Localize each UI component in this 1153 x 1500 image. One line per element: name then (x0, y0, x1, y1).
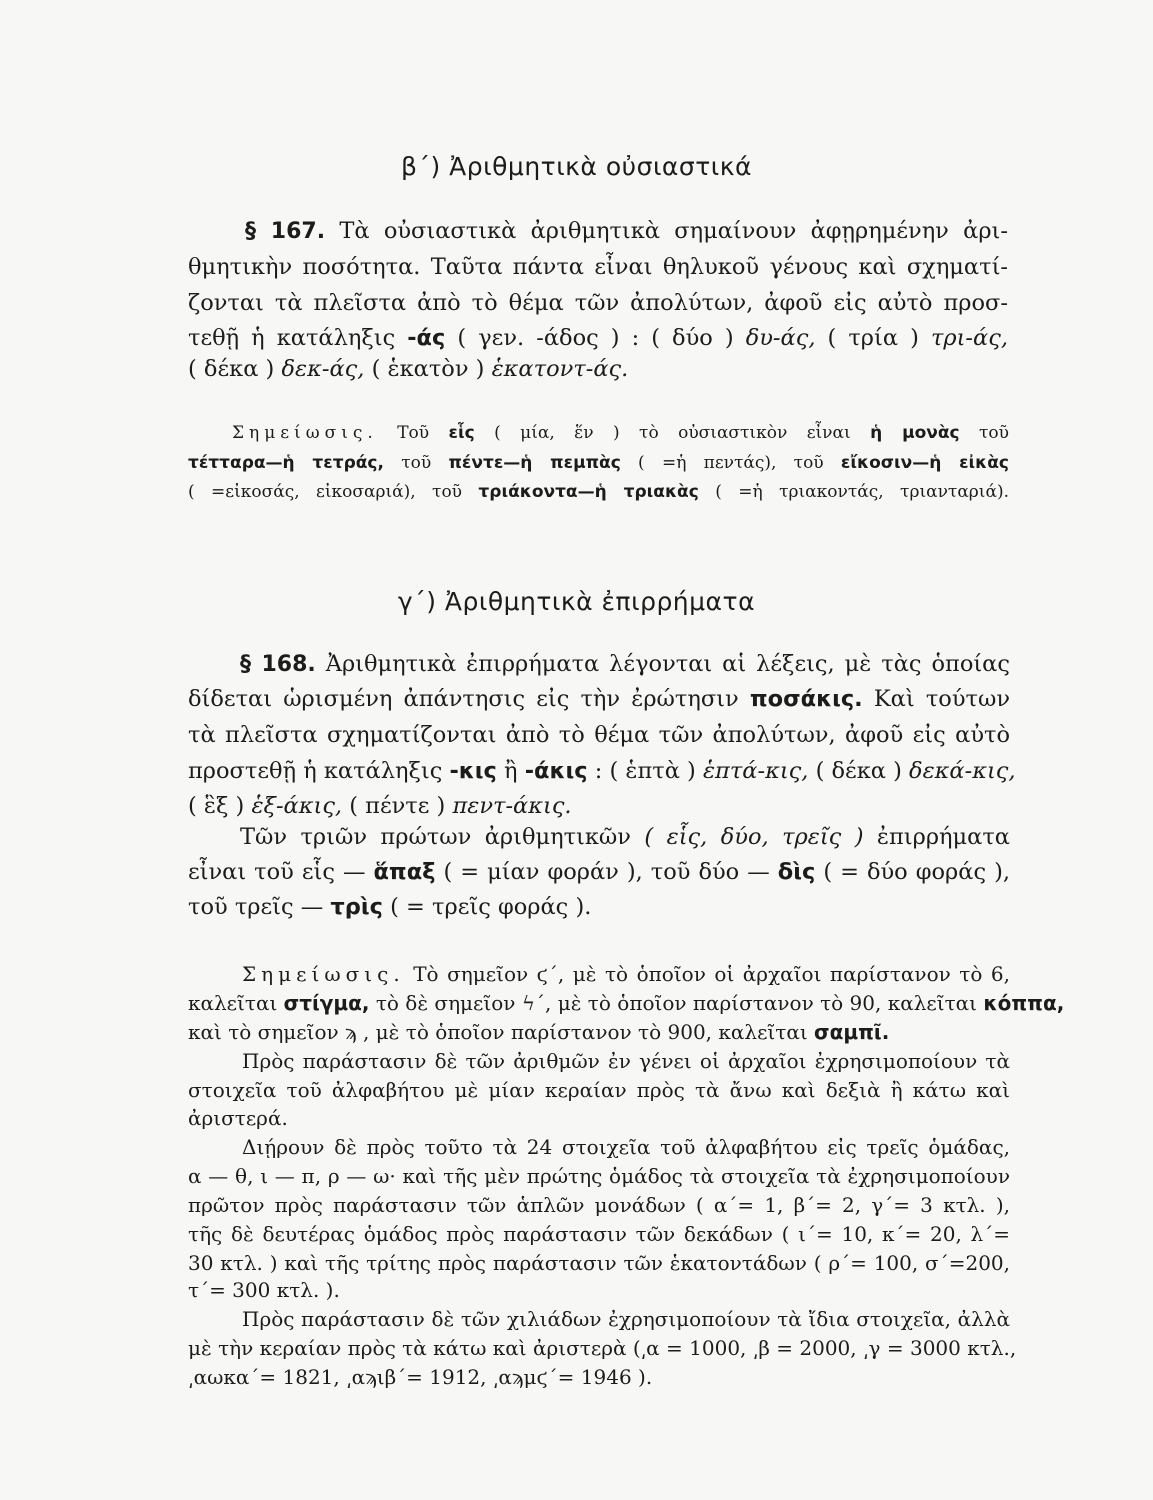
p167-line-5: ( δέκα ) δεκ-άς, ( ἑκατὸν ) ἑκατοντ-άς. (188, 356, 629, 382)
note-label: Σημείωσις. (242, 962, 405, 986)
note1-line-3: ( =εἰκοσάς, εἰκοσαριά), τοῦ τριάκοντα—ἡ τριακὰς ( =ἡ τριακοντάς, τριανταριά). (188, 482, 1009, 502)
p168-line-5: ( ἓξ ) ἑξ-άκις, ( πέντε ) πεντ-άκις. (188, 793, 572, 819)
p168-line-8: τοῦ τρεῖς — τρὶς ( = τρεῖς φοράς ). (188, 894, 592, 920)
section-number-168: § 168. (240, 652, 316, 677)
p168-line-1: § 168. Ἀριθμητικὰ ἐπιρρήματα λέγονται αἱ λέξεις, μὲ τὰς ὁποίας (240, 651, 1010, 677)
note2-line-10: τῆς δὲ δευτέρας ὁμάδος πρὸς παράστασιν τῶν δεκάδων ( ι΄= 10, κ΄= 20, λ΄= (188, 1222, 1010, 1246)
note2-line-12: τ΄= 300 κτλ. ). (188, 1278, 340, 1302)
p167-line-4: τεθῇ ἡ κατάληξις -άς ( γεν. -άδος ) : ( δύο ) δυ-άς, ( τρία ) τρι-άς, (188, 325, 1008, 351)
note2-line-13: Πρὸς παράστασιν δὲ τῶν χιλιάδων ἐχρησιμοποίουν τὰ ἴδια στοιχεῖα, ἀλλὰ (242, 1307, 1010, 1331)
p168-line-7: εἶναι τοῦ εἷς — ἅπαξ ( = μίαν φοράν ), τοῦ δύο — δὶς ( = δύο φοράς ), (188, 859, 1010, 885)
note2-line-11: 30 κτλ. ) καὶ τῆς τρίτης πρὸς παράστασιν τῶν ἑκατοντάδων ( ρ΄= 100, σ΄=200, (188, 1251, 1010, 1275)
note2-line-14: μὲ τὴν κεραίαν πρὸς τὰ κάτω καὶ ἀριστερὰ (͵α = 1000, ͵β = 2000, ͵γ = 3000 κτλ., (188, 1336, 1017, 1360)
note2-line-5: στοιχεῖα τοῦ ἀλφαβήτου μὲ μίαν κεραίαν πρὸς τὰ ἄνω καὶ δεξιὰ ἢ κάτω καὶ (188, 1078, 1010, 1102)
note2-line-6: ἀριστερά. (188, 1106, 288, 1130)
p168-line-2: δίδεται ὡρισμένη ἀπάντησις εἰς τὴν ἐρώτησιν ποσάκις. Καὶ τούτων (188, 686, 1010, 712)
p167-line-3: ζονται τὰ πλεῖστα ἀπὸ τὸ θέμα τῶν ἀπολύτων, ἀφοῦ εἰς αὐτὸ προσ- (188, 290, 1008, 316)
note2-line-2: καλεῖται στίγμα, τὸ δὲ σημεῖον ϟ΄, μὲ τὸ ὁποῖον παρίστανον τὸ 90, καλεῖται κόππα, (188, 991, 1065, 1015)
p167-line-1: § 167. Τὰ οὐσιαστικὰ ἀριθμητικὰ σημαίνουν ἀφῃρημένην ἀρι- (245, 218, 1008, 244)
section-heading-c: γ΄) Ἀριθμητικὰ ἐπιρρήματα (397, 587, 756, 616)
section-heading-b: β΄) Ἀριθμητικὰ οὐσιαστικά (401, 152, 752, 181)
note2-line-3: καὶ τὸ σημεῖον ϡ , μὲ τὸ ὁποῖον παρίστανον τὸ 900, καλεῖται σαμπῖ. (188, 1020, 890, 1044)
section-number-167: § 167. (245, 219, 326, 244)
p167-line-2: θμητικὴν ποσότητα. Ταῦτα πάντα εἶναι θηλυκοῦ γένους καὶ σχηματί- (188, 254, 1008, 280)
note2-line-4: Πρὸς παράστασιν δὲ τῶν ἀριθμῶν ἐν γένει οἱ ἀρχαῖοι ἐχρησιμοποίουν τὰ (242, 1049, 1010, 1073)
p168-line-3: τὰ πλεῖστα σχηματίζονται ἀπὸ τὸ θέμα τῶν ἀπολύτων, ἀφοῦ εἰς αὐτὸ (188, 722, 1010, 748)
note-label: Σημείωσις. (232, 423, 378, 443)
p168-line-6: Τῶν τριῶν πρώτων ἀριθμητικῶν ( εἷς, δύο, τρεῖς ) ἐπιρρήματα (240, 824, 1010, 850)
note2-line-8: α — θ, ι — π, ρ — ω· καὶ τῆς μὲν πρώτης ὁμάδος τὰ στοιχεῖα τὰ ἐχρησιμοποίουν (188, 1164, 1010, 1188)
note1-line-1: Σημείωσις. Τοῦ εἷς ( μία, ἕν ) τὸ οὐσιαστικὸν εἶναι ἡ μονὰς τοῦ (232, 423, 1010, 443)
note2-line-15: ͵αωκα΄= 1821, ͵αϡιβ΄= 1912, ͵αϡμϛ΄= 1946 ). (188, 1365, 653, 1389)
note2-line-1: Σημείωσις. Τὸ σημεῖον ϛ΄, μὲ τὸ ὁποῖον οἱ ἀρχαῖοι παρίστανον τὸ 6, (242, 962, 1010, 986)
note2-line-9: πρῶτον πρὸς παράστασιν τῶν ἁπλῶν μονάδων ( α΄= 1, β΄= 2, γ΄= 3 κτλ. ), (188, 1193, 1010, 1217)
note2-line-7: Διῄρουν δὲ πρὸς τοῦτο τὰ 24 στοιχεῖα τοῦ ἀλφαβήτου εἰς τρεῖς ὁμάδας, (242, 1135, 1010, 1159)
p168-line-4: προστεθῇ ἡ κατάληξις -κις ἢ -άκις : ( ἑπτὰ ) ἑπτά-κις, ( δέκα ) δεκά-κις, (188, 758, 1016, 784)
note1-line-2: τέτταρα—ἡ τετράς, τοῦ πέντε—ἡ πεμπὰς ( =ἡ πεντάς), τοῦ εἴκοσιν—ἡ εἰκὰς (188, 453, 1009, 473)
